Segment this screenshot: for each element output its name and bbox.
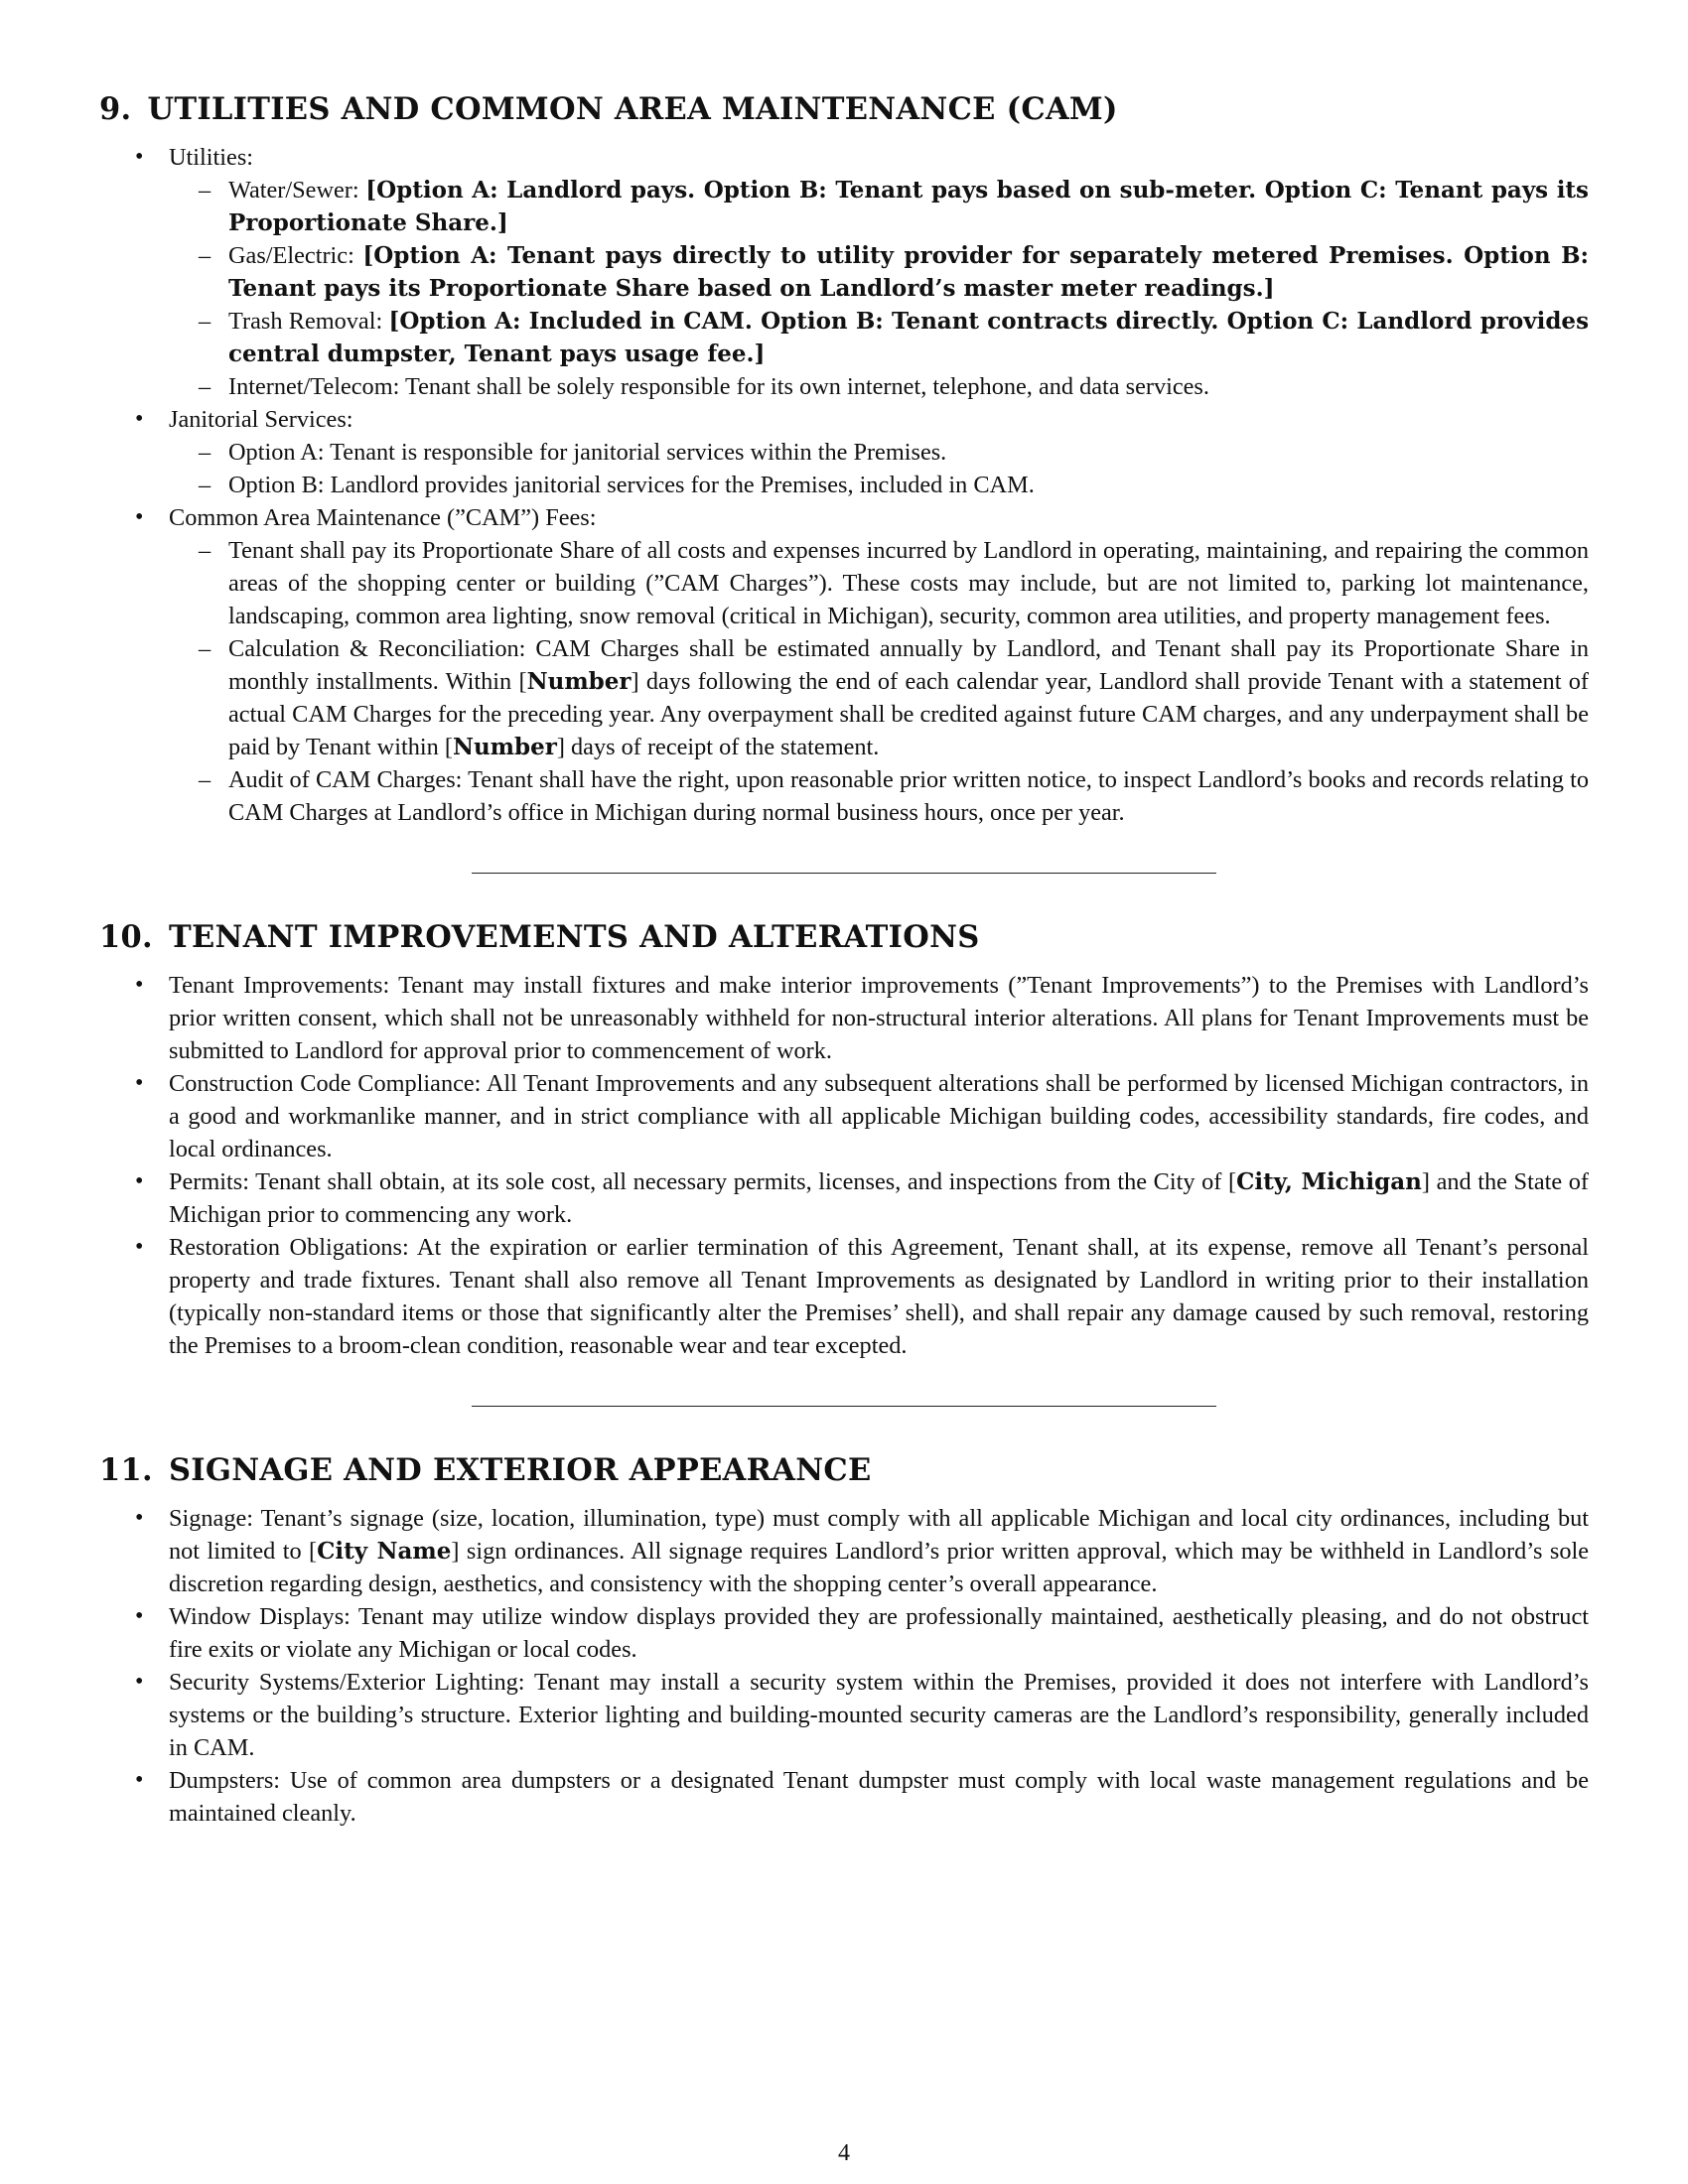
text-run: ] sign ordinances. All signage requires Landlord’s prior written approval, which may be withheld in Landlord’s sole discretion regarding design, aesthetics, and consistency with the shopping center’s overall appearance. (169, 1538, 1590, 1597)
sub-item-label: Trash Removal: (228, 308, 383, 335)
option-text: [Option A: Landlord pays. Option B: Tenant pays based on sub-meter. Option C: Tenant pays its Proportionate Share.] (228, 177, 1590, 236)
list-item-dumpsters: • Dumpsters: Use of common area dumpsters or a designated Tenant dumpster must comply with local waste management regulations and be maintained cleanly. (99, 1764, 1589, 1830)
section-title: TENANT IMPROVEMENTS AND ALTERATIONS (168, 919, 980, 955)
placeholder-number: Number (452, 734, 557, 760)
sub-item-water (169, 174, 1589, 239)
sub-item-internet: – Internet/Telecom: Tenant shall be solely responsible for its own internet, telephone, and data services. (169, 370, 1589, 403)
list-item-security: • Security Systems/Exterior Lighting: Tenant may install a security system within the Premises, provided it does not interfere with Landlord’s systems or the building’s structure. Exterior lighting and building-mounted security cameras are the Landlord’s responsibility, generally included in CAM. (99, 1666, 1589, 1764)
sub-item-gas (169, 239, 1589, 305)
section-number: 11. (99, 1452, 153, 1488)
sub-list (169, 436, 1589, 501)
sub-list (169, 174, 1589, 403)
text-run: ] days following the end of each calendar year, Landlord shall provide Tenant with a statement of actual CAM Charges for the preceding year. Any overpayment shall be credited against future CAM charges, and any underpayment shall be paid by Tenant within [ (228, 668, 1589, 760)
list-item-code-compliance: • Construction Code Compliance: All Tenant Improvements and any subsequent alterations shall be performed by licensed Michigan contractors, in a good and workmanlike manner, and in strict compliance with all applicable Michigan building codes, accessibility standards, fire codes, and local ordinances. (99, 1067, 1589, 1165)
text-run: ] and the State of Michigan prior to commencing any work. (169, 1168, 1589, 1228)
text-run: ] days of receipt of the statement. (556, 734, 880, 760)
sub-item-cam-share: – Tenant shall pay its Proportionate Share of all costs and expenses incurred by Landlord in operating, maintaining, and repairing the common areas of the shopping center or building (”CAM Charges”). These costs may include, but are not limited to, parking lot maintenance, landscaping, common area lighting, snow removal (critical in Michigan), security, common area utilities, and property management fees. (169, 534, 1589, 632)
section-divider (472, 873, 1216, 874)
section-utilities-cam (99, 89, 1589, 829)
item-label: Janitorial Services: (169, 406, 353, 433)
sub-item-label: Water/Sewer: (228, 177, 359, 204)
page-number: 4 (838, 2140, 850, 2166)
list-item-utilities (99, 141, 1589, 403)
section-heading (99, 1450, 1589, 1490)
section-title: UTILITIES AND COMMON AREA MAINTENANCE (CAM) (147, 91, 1118, 127)
sub-item-label: Gas/Electric: (228, 242, 354, 269)
text-run: Signage: Tenant’s signage (size, location, illumination, type) must comply with all applicable Michigan and local city ordinances, including but not limited to [ (169, 1505, 1589, 1565)
sub-item-audit: – Audit of CAM Charges: Tenant shall have the right, upon reasonable prior written notice, to inspect Landlord’s books and records relating to CAM Charges at Landlord’s office in Michigan during normal business hours, once per year. (169, 763, 1589, 829)
item-label: Common Area Maintenance (”CAM”) Fees: (169, 504, 597, 531)
list-item-permits (99, 1165, 1589, 1231)
section-title: SIGNAGE AND EXTERIOR APPEARANCE (168, 1452, 872, 1488)
sub-item-trash (169, 305, 1589, 370)
section-list (99, 141, 1589, 829)
document-page (99, 89, 1589, 1830)
section-list (99, 1502, 1589, 1830)
list-item-improvements: • Tenant Improvements: Tenant may install fixtures and make interior improvements (”Tenant Improvements”) to the Premises with Landlord’s prior written consent, which shall not be unreasonably withheld for non-structural interior alterations. All plans for Tenant Improvements must be submitted to Landlord for approval prior to commencement of work. (99, 969, 1589, 1067)
sub-item-option-b: – Option B: Landlord provides janitorial services for the Premises, included in CAM. (169, 469, 1589, 501)
option-text: [Option A: Tenant pays directly to utility provider for separately metered Premises. Option B: Tenant pays its Proportionate Share based on Landlord’s master meter readings.] (228, 242, 1589, 302)
placeholder-number: Number (526, 668, 632, 695)
sub-list (169, 534, 1589, 829)
section-signage (99, 1450, 1589, 1830)
list-item-cam (99, 501, 1589, 829)
text-run: Permits: Tenant shall obtain, at its sole cost, all necessary permits, licenses, and inspections from the City of [ (169, 1168, 1237, 1195)
section-heading (99, 917, 1589, 957)
list-item-janitorial (99, 403, 1589, 501)
list-item-window-displays: • Window Displays: Tenant may utilize window displays provided they are professionally maintained, aesthetically pleasing, and do not obstruct fire exits or violate any Michigan or local codes. (99, 1600, 1589, 1666)
section-number: 9. (99, 91, 132, 127)
option-text: [Option A: Included in CAM. Option B: Tenant contracts directly. Option C: Landlord provides central dumpster, Tenant pays usage fee.] (228, 308, 1590, 367)
section-list (99, 969, 1589, 1362)
text-run: Calculation & Reconciliation: CAM Charges shall be estimated annually by Landlord, and Tenant shall pay its Proportionate Share in monthly installments. Within [ (228, 635, 1589, 695)
item-label: Utilities: (169, 144, 254, 171)
sub-item-option-a: – Option A: Tenant is responsible for janitorial services within the Premises. (169, 436, 1589, 469)
placeholder-city: City, Michigan (1236, 1168, 1422, 1195)
section-heading (99, 89, 1589, 129)
list-item-restoration: • Restoration Obligations: At the expiration or earlier termination of this Agreement, Tenant shall, at its expense, remove all Tenant’s personal property and trade fixtures. Tenant shall also remove all Tenant Improvements as designated by Landlord in writing prior to their installation (typically non-standard items or those that significantly alter the Premises’ shell), and shall repair any damage caused by such removal, restoring the Premises to a broom-clean condition, reasonable wear and tear excepted. (99, 1231, 1589, 1362)
section-tenant-improvements (99, 917, 1589, 1362)
list-item-signage (99, 1502, 1589, 1600)
section-divider (472, 1406, 1216, 1407)
placeholder-city-name: City Name (317, 1538, 452, 1565)
section-number: 10. (99, 919, 153, 955)
sub-item-reconciliation (169, 632, 1589, 763)
